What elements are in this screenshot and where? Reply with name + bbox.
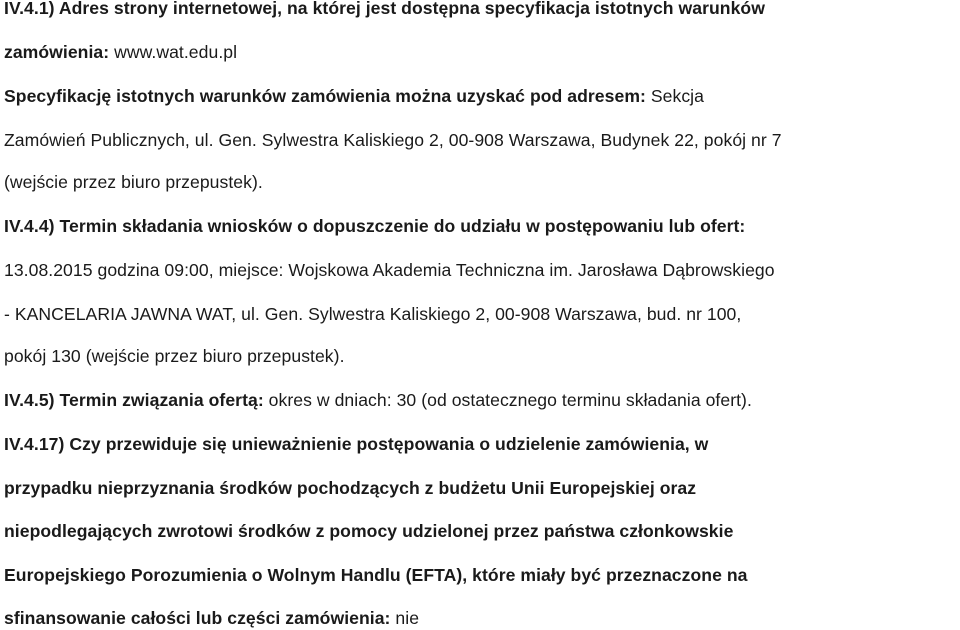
offer-validity-value: okres w dniach: 30 (od ostatecznego terminu składania ofert). bbox=[268, 390, 752, 410]
section-iv-4-4-heading: IV.4.4) Termin składania wniosków o dopuszczenie do udziału w postępowaniu lub ofert: bbox=[4, 216, 746, 236]
section-iv-4-4-date: 13.08.2015 godzina 09:00, miejsce: Wojskowa Akademia Techniczna im. Jarosława Dąbrowskiego bbox=[4, 260, 775, 280]
section-iv-4-17-line1: IV.4.17) Czy przewiduje się unieważnienie postępowania o udzielenie zamówienia, w bbox=[4, 434, 709, 454]
section-iv-4-17-line5 bbox=[4, 607, 419, 629]
section-iv-4-1-heading: IV.4.1) Adres strony internetowej, na której jest dostępna specyfikacja istotnych warunków bbox=[4, 0, 765, 18]
offer-validity-label: IV.4.5) Termin związania ofertą: bbox=[4, 390, 269, 410]
section-iv-4-1-address-end: (wejście przez biuro przepustek). bbox=[4, 172, 263, 192]
cancellation-label: sfinansowanie całości lub części zamówienia: bbox=[4, 608, 396, 628]
section-iv-4-1-address-cont: Zamówień Publicznych, ul. Gen. Sylwestra Kaliskiego 2, 00-908 Warszawa, Budynek 22, pokój nr 7 bbox=[4, 130, 782, 150]
section-iv-4-1-address-line bbox=[4, 85, 704, 107]
section-iv-4-4-place: - KANCELARIA JAWNA WAT, ul. Gen. Sylwestra Kaliskiego 2, 00-908 Warszawa, bud. nr 100, bbox=[4, 304, 742, 324]
section-iv-4-5 bbox=[4, 389, 752, 411]
cancellation-value: nie bbox=[395, 608, 420, 628]
section-iv-4-17-line3: niepodlegających zwrotowi środków z pomocy udzielonej przez państwa członkowskie bbox=[4, 521, 734, 541]
address-label: Specyfikację istotnych warunków zamówienia można uzyskać pod adresem: bbox=[4, 86, 651, 106]
website-label: zamówienia: bbox=[4, 42, 115, 62]
section-iv-4-4-room: pokój 130 (wejście przez biuro przepustek). bbox=[4, 346, 345, 366]
website-value: www.wat.edu.pl bbox=[114, 42, 238, 62]
section-iv-4-17-line2: przypadku nieprzyznania środków pochodzących z budżetu Unii Europejskiej oraz bbox=[4, 478, 697, 498]
section-iv-4-1-website bbox=[4, 41, 237, 63]
section-iv-4-17-line4: Europejskiego Porozumienia o Wolnym Handlu (EFTA), które miały być przeznaczone na bbox=[4, 565, 748, 585]
address-value-start: Sekcja bbox=[650, 86, 704, 106]
